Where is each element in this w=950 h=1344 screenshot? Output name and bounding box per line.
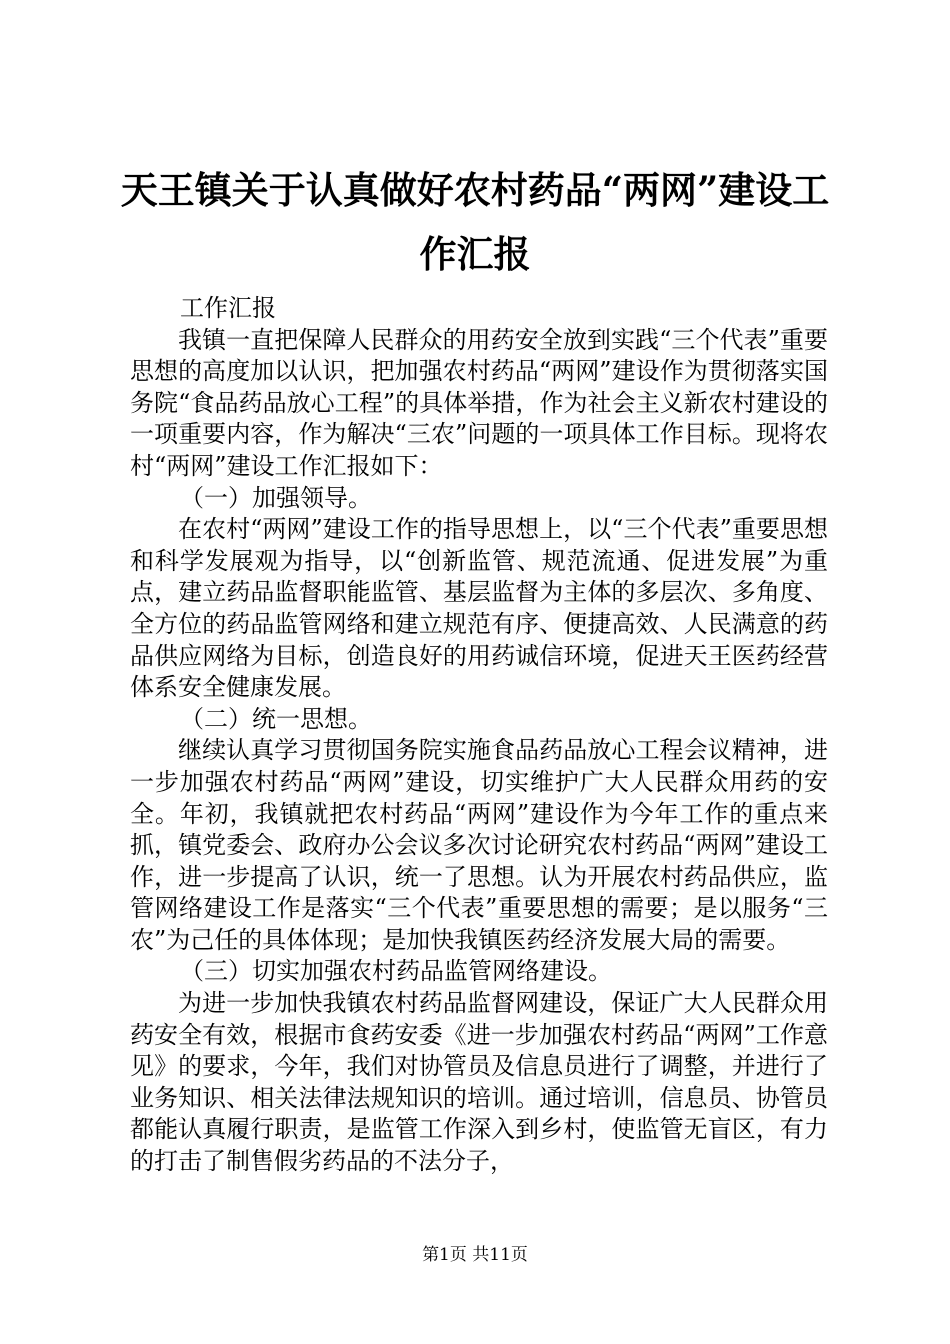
paragraph-1: 在农村“两网”建设工作的指导思想上，以“三个代表”重要思想和科学发展观为指导，以“创新监管、规范流通、促进发展”为重点，建立药品监督职能监管、基层监督为主体的多层次、多角度、全方位的药品监管网络和建立规范有序、便捷高效、人民满意的药品供应网络为目标，创造良好的用药诚信环境，促进天王医药经营体系安全健康发展。	[130, 515, 828, 702]
document-body	[130, 293, 828, 1178]
section-heading-work-report: 工作汇报	[180, 294, 276, 322]
section-heading-1: （一）加强领导。	[180, 483, 372, 512]
paragraph-2: 继续认真学习贯彻国务院实施食品药品放心工程会议精神，进一步加强农村药品“两网”建设，切实维护广大人民群众用药的安全。年初，我镇就把农村药品“两网”建设作为今年工作的重点来抓，镇党委会、政府办公会议多次讨论研究农村药品“两网”建设工作，进一步提高了认识，统一了思想。认为开展农村药品供应，监管网络建设工作是落实“三个代表”重要思想的需要；是以服务“三农”为己任的具体体现；是加快我镇医药经济发展大局的需要。	[130, 736, 828, 954]
page-footer: 第1页 共11页	[422, 1245, 528, 1265]
paragraph-intro: 我镇一直把保障人民群众的用药安全放到实践“三个代表”重要思想的高度加以认识，把加强农村药品“两网”建设作为贯彻落实国务院“食品药品放心工程”的具体举措，作为社会主义新农村建设的一项重要内容，作为解决“三农”问题的一项具体工作目标。现将农村“两网”建设工作汇报如下：	[130, 325, 828, 480]
section-heading-3: （三）切实加强农村药品监管网络建设。	[180, 957, 612, 986]
document-title: 天王镇关于认真做好农村药品“两网”建设工作汇报	[120, 168, 830, 276]
paragraph-3: 为进一步加快我镇农村药品监督网建设，保证广大人民群众用药安全有效，根据市食药安委《进一步加强农村药品“两网”工作意见》的要求，今年，我们对协管员及信息员进行了调整，并进行了业务知识、相关法律法规知识的培训。通过培训，信息员、协管员都能认真履行职责，是监管工作深入到乡村，使监管无盲区，有力的打击了制售假劣药品的不法分子，	[130, 989, 828, 1176]
section-heading-2: （二）统一思想。	[180, 704, 372, 733]
